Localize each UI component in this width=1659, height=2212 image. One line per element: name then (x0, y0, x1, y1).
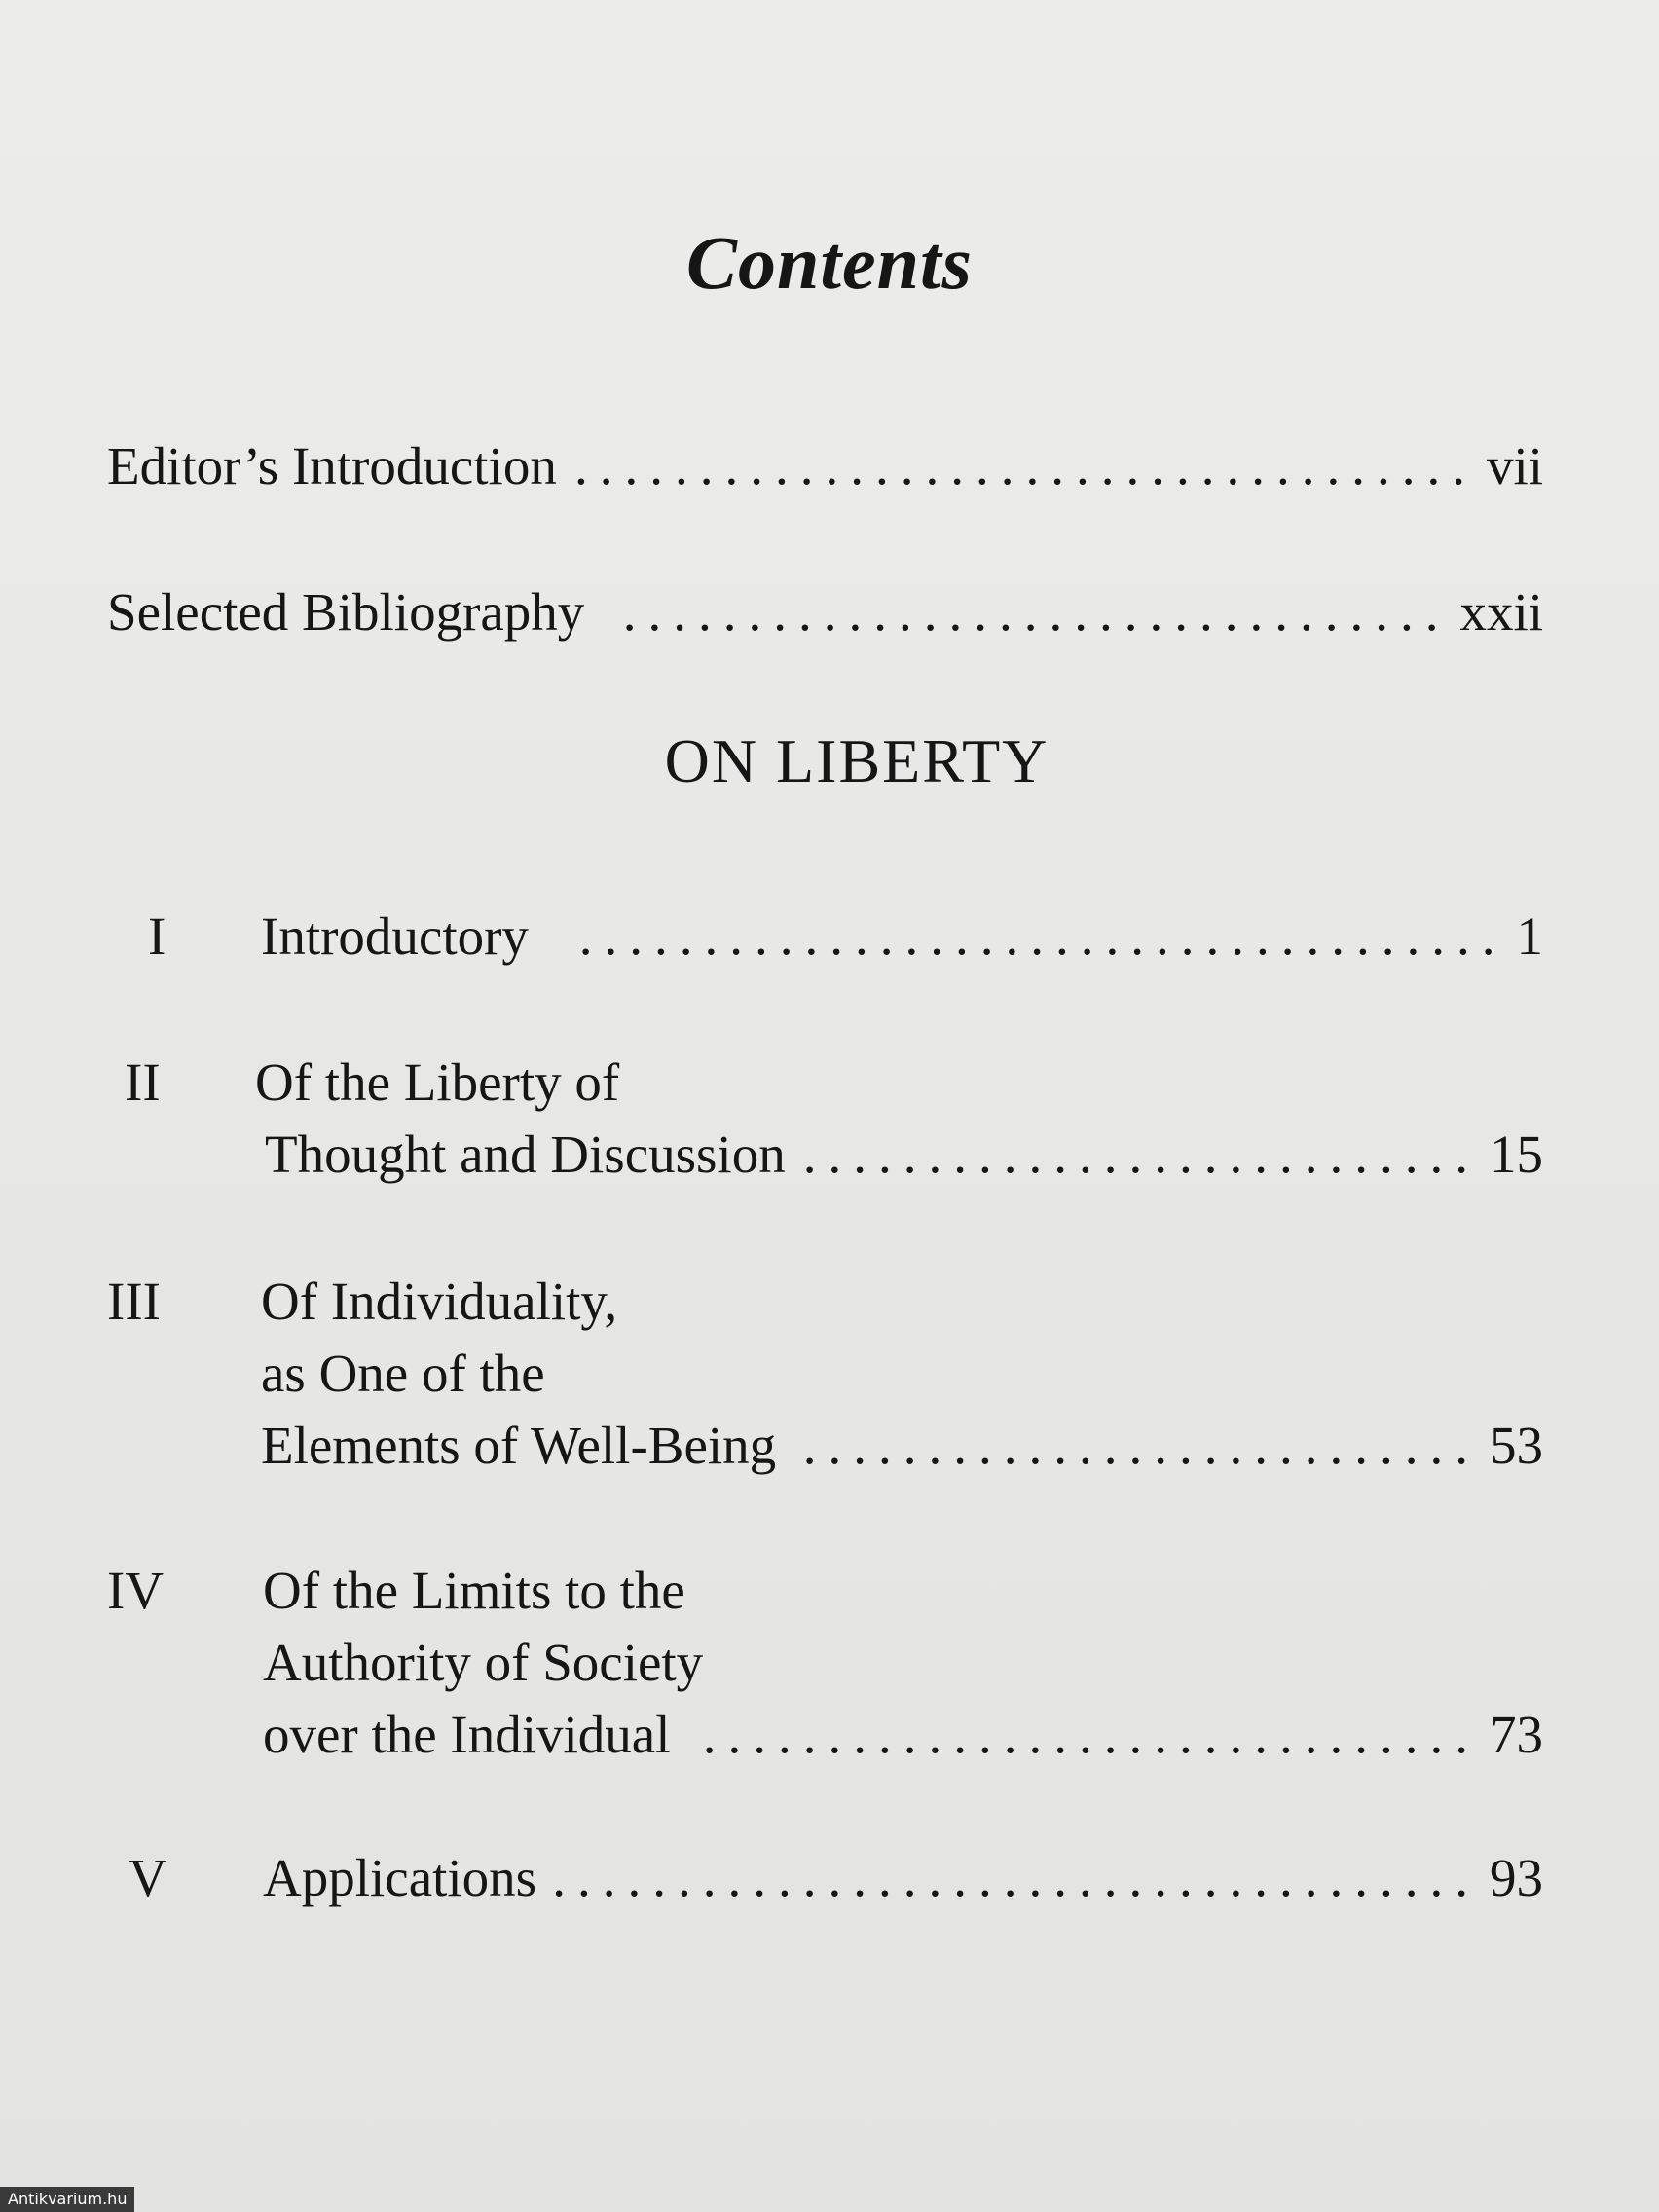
chapter-numeral: V (129, 1848, 167, 1907)
toc-entry-title: Editor’s Introduction (107, 436, 557, 496)
chapter-page: 73 (1490, 1705, 1543, 1764)
chapter-numeral: III (107, 1272, 161, 1331)
leader-dots: .................................... (573, 436, 1477, 496)
toc-entry-selected-bibliography (107, 576, 1543, 648)
leader-dots: ........................... (802, 1416, 1480, 1475)
chapter-numeral: IV (107, 1561, 165, 1620)
page-title: Contents (685, 220, 974, 305)
chapter-numeral: I (148, 906, 166, 966)
leader-dots: ................................. (622, 582, 1451, 642)
chapter-page: 93 (1490, 1848, 1543, 1907)
chapter-title-line: over the Individual (263, 1705, 671, 1764)
toc-entry-title: Selected Bibliography (107, 582, 585, 642)
chapter-title-line: Introductory (261, 906, 529, 966)
chapter-page: 15 (1490, 1124, 1543, 1184)
leader-dots: ........................... (802, 1124, 1480, 1184)
toc-entry-editors-introduction (107, 430, 1543, 502)
leader-dots: ..................................... (552, 1848, 1480, 1907)
chapter-title-line: Authority of Society (263, 1633, 704, 1692)
toc-chapter-5 (107, 1842, 1543, 1914)
section-heading: ON LIBERTY (664, 726, 1050, 795)
toc-chapter-2 (107, 1047, 1543, 1191)
toc-chapter-4 (107, 1555, 1543, 1771)
watermark-label: Antikvarium.hu (0, 2187, 134, 2212)
chapter-page: 53 (1490, 1416, 1543, 1475)
chapter-title-line: as One of the (261, 1344, 545, 1403)
chapter-title-line: Elements of Well-Being (261, 1416, 777, 1475)
chapter-numeral: II (125, 1052, 161, 1112)
chapter-title-line: Of the Limits to the (263, 1561, 685, 1620)
chapter-title-line: Applications (263, 1848, 537, 1907)
toc-entry-page: vii (1486, 436, 1543, 496)
chapter-title-line: Of Individuality, (261, 1272, 618, 1331)
leader-dots: ..................................... (578, 906, 1507, 966)
chapter-title-line: Of the Liberty of (255, 1052, 620, 1112)
chapter-page: 1 (1516, 906, 1543, 966)
toc-chapter-3 (107, 1266, 1543, 1482)
toc-chapter-1 (107, 901, 1543, 973)
toc-entry-page: xxii (1459, 582, 1543, 642)
chapter-title-line: Thought and Discussion (265, 1124, 786, 1184)
leader-dots: ............................... (702, 1705, 1480, 1764)
